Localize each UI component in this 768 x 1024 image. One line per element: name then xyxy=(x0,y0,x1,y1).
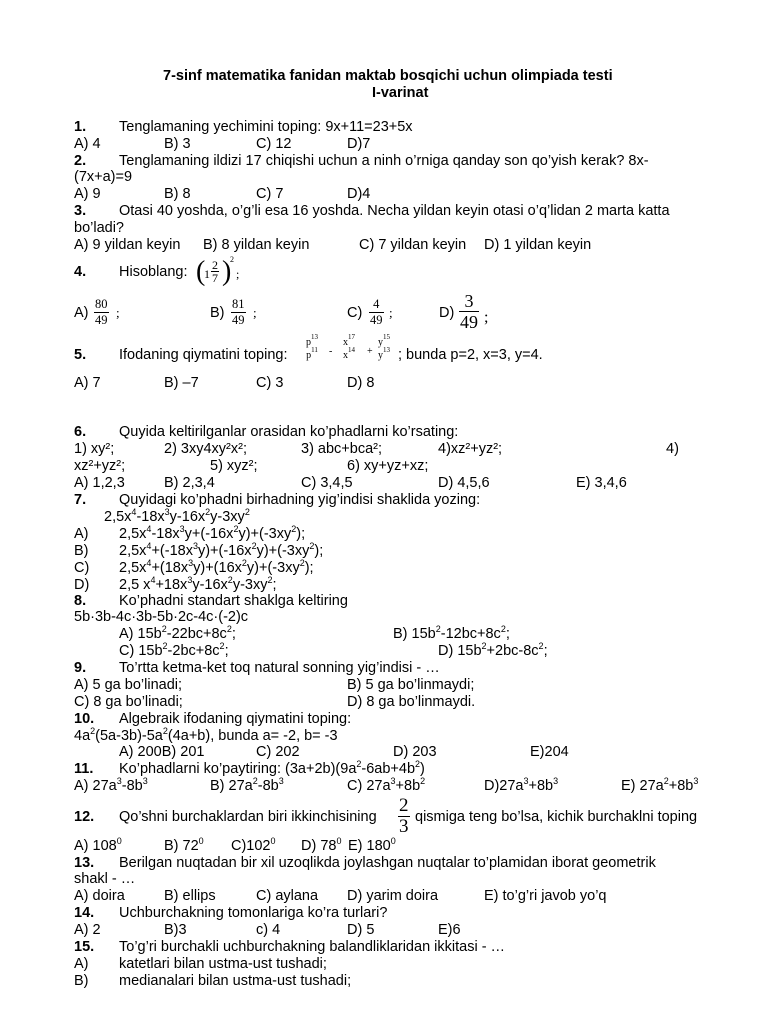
item-2: 2) 3xy4xy²x²; xyxy=(164,441,247,457)
option-d: D) $78^0$ xyxy=(301,836,342,854)
math-expression: $p^{13}$ $p^{11}$ - $x^{17}$ $x^{14}$ + $y^{15}$ $y^{13}$ xyxy=(306,333,390,361)
question-number: 12. xyxy=(74,809,95,825)
math-expression: ( 1 $\frac{2}{7}$ ) 2 ; xyxy=(196,255,240,287)
question-text-cont: (7x+a)=9 xyxy=(74,169,133,185)
document-title: 7-sinf matematika fanidan maktab bosqichi uchun olimpiada testi xyxy=(163,68,613,84)
option-c-fraction: $\frac{4}{49}$ xyxy=(370,297,383,327)
question-text: Uchburchakning tomonlariga ko’ra turlari? xyxy=(119,905,388,921)
option-a-label: A) xyxy=(74,305,89,321)
test-page: 7-sinf matematika fanidan maktab bosqichi uchun olimpiada testi I-varinat 1. Tenglamaning yechimini toping: 9x+11=23+5x A) 4 B) 3 C) 12 D)7 2. Tenglamaning ildizi 17 chiqishi uchun a ninh o’rniga qanday son qo’yish kerak? 8x- (7x+a)=9 A) 9 B) 8 C) 7 D)4 3. Otasi 40 yoshda, o’g’li esa 16 yoshda. Necha yildan keyin otasi o’q’lidan 2 marta katta bo’ladi? A) 9 yildan keyin B) 8 yildan keyin C) 7 yildan keyin D) 1 yildan keyin 4. Hisoblang: ( 1 $\frac{2}{7}$ ) 2 ; A) $\frac{80}{49}$ ; B) $\frac{81}{49}$ ; C) $\frac{4}{49}$ ; D) $\frac{3}{49}$ ; 5. Ifodaning qiymatini toping: $p^{13}$ $p^{11}$ - $x^{17}$ $x^{14}$ + $y^{15}$ $y^{13}$ ; bunda p=2, x=3, y=4. A) 7 B) –7 C) 3 D) 8 6. Quyida keltirilganlar orasidan ko’phadlarni ko’rsating: 1) xy²; 2) 3xy4xy²x²; 3) abc+bca²; 4)xz²+yz²; 4) xz²+yz²; 5) xyz²; 6) xy+yz+xz; A) 1,2,3 B) 2,3,4 C) 3,4,5 D) 4,5,6 E) 3,4,6 7. Quyidagi ko’phadni birhadning yig’indisi shaklida yozing: $2,5x^4-18x^3y-16x^2y-3xy^2$ A) $2,5x^4-18x^3y+(-16x^2y)+(-3xy^2)$; B) $2,5x^4+(-18x^3y)+(-16x^2y)+(-3xy^2)$; C) $2,5x^4+(18x^3y)+(16x^2y)+(-3xy^2)$; D) 2,5 $x^4+18x^3y-16x^2y-3xy^2$; 8. Ko’phadni standart shaklga keltiring 5b·3b-4c·3b-5b·2c-4c·(-2)c A) $15b^2-22bc+8c^2$; B) $15b^2-12bc+8c^2$; C) $15b^2-2bc+8c^2$; D) $15b^2+2bc-8c^2$; 9. To’rtta ketma-ket toq natural sonning yig’indisi - … A) 5 ga bo’linadi; B) 5 ga bo’linmaydi; C) 8 ga bo’linadi; D) 8 ga bo’linmaydi. 10. Algebraik ifodaning qiymatini toping: $4a^2(5a-3b)-5a^2(4a+b)$, bunda a= -2, b= -3 A) 200B) 201 C) 202 D) 203 E)204 11. Ko’phadlarni ko’paytiring: $(3a+2b)(9a^2-6ab+4b^2)$ A) $27a^3-8b^3$ B) $27a^2-8b^3$ C) $27a^3+8b^2$ $D)27a^3+8b^3$ E) $27a^2+8b^3$ 12. Qo’shni burchaklardan biri ikkinchisining $\frac{2}{3}$ qismiga teng bo’lsa, kichik burchaklni toping A) $108^0$ B) $72^0$ $C)102^0$ D) $78^0$ E) $180^0$ 13. Berilgan nuqtadan bir xil uzoqlikda joylashgan nuqtalar to’plamidan iborat geometrik shakl - … A) doira B) ellips C) aylana D) yarim doira E) to’g’ri javob yo’q 14. Uchburchakning tomonlariga ko’ra turlari? A) 2 B)3 c) 4 D) 5 E)6 15. To’g’ri burchakli uchburchakning balandliklaridan ikkitasi - … A) katetlari bilan ustma-ust tushadi; B) medianalari bilan ustma-ust tushadi; xyxy=(74,68,699,989)
question-number: 9. xyxy=(74,660,87,676)
question-number: 6. xyxy=(74,424,87,440)
fraction-p: $p^{13}$ $p^{11}$ xyxy=(306,333,318,361)
option-a-label: A) xyxy=(74,956,89,972)
option-b-fraction: $\frac{81}{49}$ xyxy=(232,297,245,327)
option-c: C) 7 yildan keyin xyxy=(359,237,467,253)
option-c: C) 202 xyxy=(256,744,300,760)
option-b: B) 8 yildan keyin xyxy=(203,237,310,253)
option-e: E) 3,4,6 xyxy=(576,475,627,491)
option-a: A) 2 xyxy=(74,922,101,938)
option-a: A) 1,2,3 xyxy=(74,475,125,491)
question-text-tail: qismiga teng bo’lsa, kichik burchaklni toping xyxy=(415,809,698,825)
option-d-label: D) xyxy=(439,305,455,321)
option-c: C) 3,4,5 xyxy=(301,475,353,491)
option-a-label: A) xyxy=(74,526,89,542)
option-a: A) 4 xyxy=(74,136,101,152)
option-d: D)4 xyxy=(347,186,371,202)
option-d: D) yarim doira xyxy=(347,888,439,904)
question-text: Tenglamaning ildizi 17 chiqishi uchun a ninh o’rniga qanday son qo’yish kerak? 8x- xyxy=(119,153,649,169)
question-number: 15. xyxy=(74,939,95,955)
option-e: E)204 xyxy=(530,744,569,760)
option-a: katetlari bilan ustma-ust tushadi; xyxy=(119,956,327,972)
option-a: A) $27a^3-8b^3$ xyxy=(74,776,148,794)
option-e: E)6 xyxy=(438,922,461,938)
option-d-label: D) xyxy=(74,577,90,593)
item-1: 1) xy²; xyxy=(74,441,115,457)
option-c: C) 12 xyxy=(256,136,292,152)
question-text: Ko’phadni standart shaklga keltiring xyxy=(119,593,348,609)
option-e: E) to’g’ri javob yo’q xyxy=(484,888,607,904)
item-3: 3) abc+bca²; xyxy=(301,441,383,457)
option-d: D) 8 xyxy=(347,375,375,391)
question-number: 1. xyxy=(74,119,87,135)
option-a: A) $15b^2-22bc+8c^2$; xyxy=(119,624,236,642)
question-number: 11. xyxy=(74,761,94,777)
question-number: 13. xyxy=(74,855,95,871)
question-text: Ifodaning qiymatini toping: xyxy=(119,347,288,363)
question-text: Quyida keltirilganlar orasidan ko’phadlarni ko’rsating: xyxy=(119,424,459,440)
option-b: B) ellips xyxy=(164,888,216,904)
option-a: A) 9 xyxy=(74,186,101,202)
item-4-dup: 4) xyxy=(666,441,679,457)
question-1 xyxy=(74,119,86,135)
option-a: A) $108^0$ xyxy=(74,836,122,854)
option-d: D) 1 yildan keyin xyxy=(484,237,592,253)
option-c-label: C) xyxy=(347,305,363,321)
option-a-b: A) 200B) 201 xyxy=(119,744,205,760)
expression: 5b·3b-4c·3b-5b·2c-4c·(-2)c xyxy=(74,609,249,625)
option-a: A) doira xyxy=(74,888,125,904)
item-5: 5) xyz²; xyxy=(210,458,258,474)
question-text: Berilgan nuqtadan bir xil uzoqlikda joylashgan nuqtalar to’plamidan iborat geometrik xyxy=(119,855,656,871)
expression: $4a^2(5a-3b)-5a^2(4a+b)$, bunda a= -2, b= -3 xyxy=(74,726,338,744)
question-number: 3. xyxy=(74,203,87,219)
question-text: To’g’ri burchakli uchburchakning balandliklaridan ikkitasi - … xyxy=(119,939,506,955)
fraction-x: $x^{17}$ $x^{14}$ xyxy=(343,333,355,361)
option-c: $2,5x^4+(18x^3y)+(16x^2y)+(-3xy^2)$; xyxy=(119,558,314,576)
question-number: 5. xyxy=(74,347,87,363)
option-c: C) 7 xyxy=(256,186,284,202)
option-b: B) 2,3,4 xyxy=(164,475,215,491)
option-d: D) 8 ga bo’linmaydi. xyxy=(347,694,476,710)
option-e: E) $180^0$ xyxy=(348,836,396,854)
question-text: To’rtta ketma-ket toq natural sonning yig’indisi - … xyxy=(119,660,440,676)
option-d: D) 4,5,6 xyxy=(438,475,490,491)
option-d: D) 203 xyxy=(393,744,437,760)
question-text: Tenglamaning yechimini toping: 9x+11=23+5x xyxy=(119,119,413,135)
option-b: B) 3 xyxy=(164,136,191,152)
question-text: Otasi 40 yoshda, o’g’li esa 16 yoshda. Necha yildan keyin otasi o’q’lidan 2 marta katta xyxy=(119,203,670,219)
option-d: D)7 xyxy=(347,136,371,152)
option-a-fraction: $\frac{80}{49}$ xyxy=(95,297,108,327)
question-number: 7. xyxy=(74,492,87,508)
mixed-whole: 1 xyxy=(204,267,210,281)
option-b: B) 8 xyxy=(164,186,191,202)
option-c: c) 4 xyxy=(256,922,281,938)
option-d-fraction: $\frac{3}{49}$ xyxy=(460,291,478,332)
question-text: Algebraik ifodaning qiymatini toping: xyxy=(119,711,352,727)
variant-title: I-varinat xyxy=(372,85,429,101)
option-e: E) $27a^2+8b^3$ xyxy=(621,776,699,794)
option-c: C) $15b^2-2bc+8c^2$; xyxy=(119,641,229,659)
option-b-label: B) xyxy=(210,305,225,321)
option-c: C) 3 xyxy=(256,375,284,391)
option-d: D) $15b^2+2bc-8c^2$; xyxy=(438,641,548,659)
exponent: 2 xyxy=(230,255,234,264)
option-a: A) 5 ga bo’linadi; xyxy=(74,677,183,693)
question-number: 14. xyxy=(74,905,95,921)
question-text: Quyidagi ko’phadni birhadning yig’indisi shaklida yozing: xyxy=(119,492,481,508)
option-a: A) 9 yildan keyin xyxy=(74,237,181,253)
option-b: B) 5 ga bo’linmaydi; xyxy=(347,677,475,693)
option-c: C) 8 ga bo’linadi; xyxy=(74,694,183,710)
question-text-cont: bo’ladi? xyxy=(74,220,124,236)
option-d: D) 5 xyxy=(347,922,375,938)
option-b: $2,5x^4+(-18x^3y)+(-16x^2y)+(-3xy^2)$; xyxy=(119,541,324,559)
option-b: B) –7 xyxy=(164,375,199,391)
question-number: 4. xyxy=(74,264,87,280)
option-d: $D)27a^3+8b^3$ xyxy=(484,776,559,794)
question-text: Ko’phadlarni ko’paytiring: $(3a+2b)(9a^2-6ab+4b^2)$ xyxy=(119,759,425,777)
question-number: 2. xyxy=(74,153,87,169)
option-a: $2,5x^4-18x^3y+(-16x^2y)+(-3xy^2)$; xyxy=(119,524,306,542)
question-text: Hisoblang: xyxy=(119,264,188,280)
option-c: C) aylana xyxy=(256,888,319,904)
option-d: 2,5 $x^4+18x^3y-16x^2y-3xy^2$; xyxy=(119,575,277,593)
question-number: 8. xyxy=(74,593,87,609)
fraction-y: $y^{15}$ $y^{13}$ xyxy=(378,333,390,361)
option-b: B)3 xyxy=(164,922,187,938)
fraction: $\frac{2}{3}$ xyxy=(399,795,409,837)
option-b-label: B) xyxy=(74,973,89,989)
option-c: C) $27a^3+8b^2$ xyxy=(347,776,426,794)
item-4: 4)xz²+yz²; xyxy=(438,441,503,457)
option-b: medianalari bilan ustma-ust tushadi; xyxy=(119,973,352,989)
question-text-cont: shakl - … xyxy=(74,871,136,887)
polynomial: $2,5x^4-18x^3y-16x^2y-3xy^2$ xyxy=(104,507,250,525)
fraction: $\frac{2}{7}$ xyxy=(212,258,218,285)
item-6: 6) xy+yz+xz; xyxy=(347,458,429,474)
option-c-label: C) xyxy=(74,560,90,576)
question-number: 10. xyxy=(74,711,95,727)
question-text: Qo’shni burchaklardan biri ikkinchisining xyxy=(119,809,377,825)
option-b: B) $72^0$ xyxy=(164,836,204,854)
option-b-label: B) xyxy=(74,543,89,559)
item-4-cont: xz²+yz²; xyxy=(74,458,126,474)
question-text-tail: ; bunda p=2, x=3, y=4. xyxy=(398,347,543,363)
option-b: B) $27a^2-8b^3$ xyxy=(210,776,284,794)
option-c: $C)102^0$ xyxy=(231,836,276,854)
option-a: A) 7 xyxy=(74,375,101,391)
option-b: B) $15b^2-12bc+8c^2$; xyxy=(393,624,510,642)
